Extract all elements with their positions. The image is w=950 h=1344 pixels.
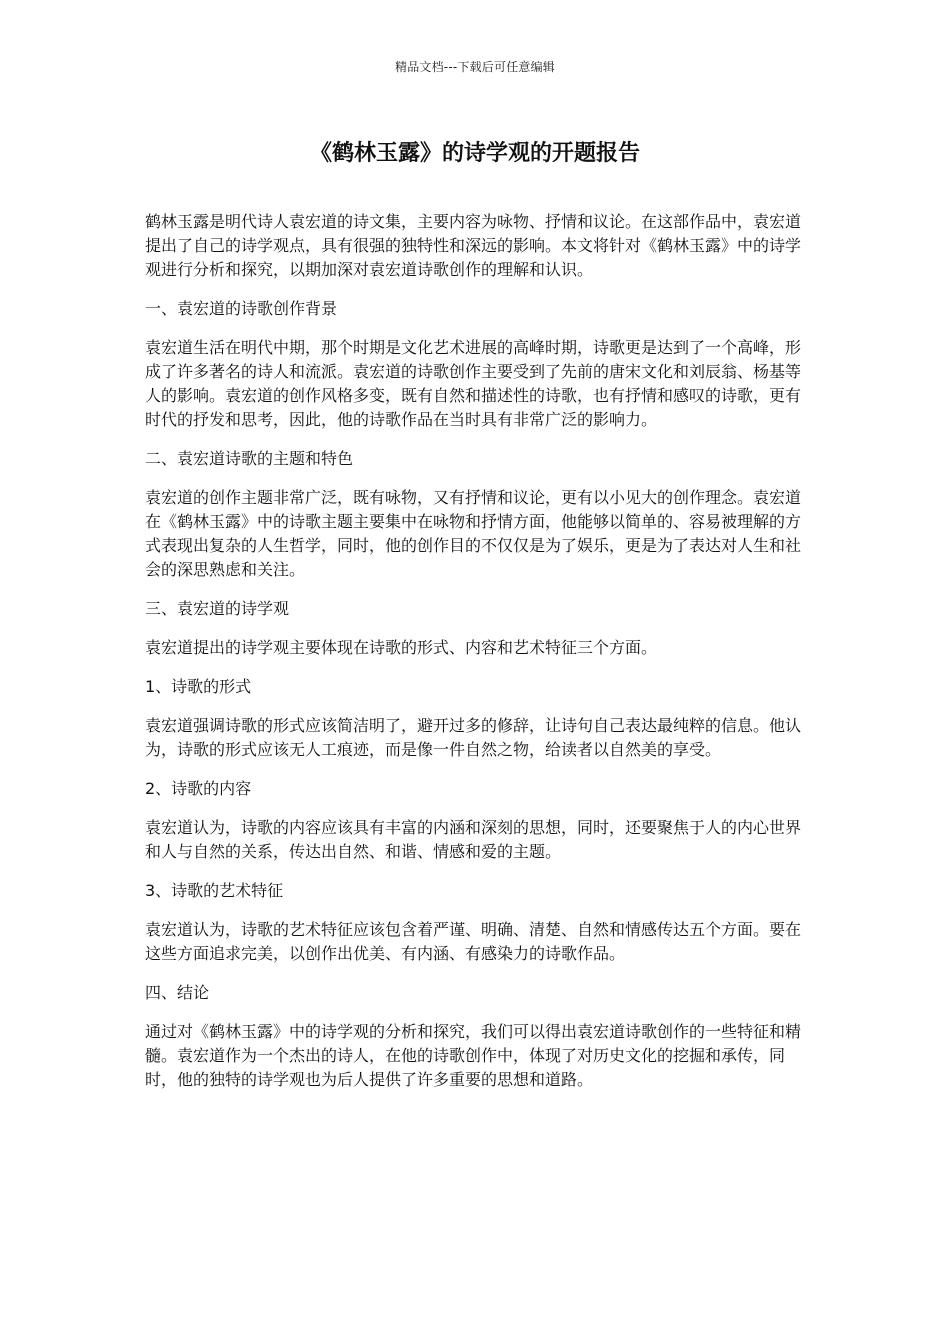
intro-paragraph: 鹤林玉露是明代诗人袁宏道的诗文集，主要内容为咏物、抒情和议论。在这部作品中，袁宏道提出了自己的诗学观点，具有很强的独特性和深远的影响。本文将针对《鹤林玉露》中的诗学观进行分析和探究，以期加深对袁宏道诗歌创作的理解和认识。	[145, 212, 802, 279]
themes-paragraph: 袁宏道的创作主题非常广泛，既有咏物，又有抒情和议论，更有以小见大的创作理念。袁宏道在《鹤林玉露》中的诗歌主题主要集中在咏物和抒情方面，他能够以简单的、容易被理解的方式表现出复杂的人生哲学，同时，他的创作目的不仅仅是为了娱乐，更是为了表达对人生和社会的深思熟虑和关注。	[145, 488, 802, 579]
page-header: 精品文档---下载后可任意编辑	[395, 60, 555, 74]
conclusion-paragraph: 通过对《鹤林玉露》中的诗学观的分析和探究，我们可以得出袁宏道诗歌创作的一些特征和精髓。袁宏道作为一个杰出的诗人，在他的诗歌创作中，体现了对历史文化的挖掘和承传，同时，他的独特的诗学观也为后人提供了许多重要的思想和道路。	[145, 1022, 802, 1089]
art-paragraph: 袁宏道认为，诗歌的艺术特征应该包含着严谨、明确、清楚、自然和情感传达五个方面。要在这些方面追求完美，以创作出优美、有内涵、有感染力的诗歌作品。	[145, 920, 802, 963]
section-heading-poetics: 三、袁宏道的诗学观	[145, 599, 290, 618]
document-body	[145, 210, 810, 1107]
document-title: 《鹤林玉露》的诗学观的开题报告	[309, 141, 640, 166]
subsection-heading-form: 1、诗歌的形式	[145, 677, 252, 696]
form-paragraph: 袁宏道强调诗歌的形式应该简洁明了，避开过多的修辞，让诗句自己表达最纯粹的信息。他认为，诗歌的形式应该无人工痕迹，而是像一件自然之物，给读者以自然美的享受。	[145, 716, 802, 759]
section-heading-background: 一、袁宏道的诗歌创作背景	[145, 299, 338, 318]
section-heading-themes: 二、袁宏道诗歌的主题和特色	[145, 449, 354, 468]
section-heading-conclusion: 四、结论	[145, 983, 210, 1002]
poetics-intro-paragraph: 袁宏道提出的诗学观主要体现在诗歌的形式、内容和艺术特征三个方面。	[145, 638, 658, 657]
background-paragraph: 袁宏道生活在明代中期，那个时期是文化艺术进展的高峰时期，诗歌更是达到了一个高峰，形成了许多著名的诗人和流派。袁宏道的诗歌创作主要受到了先前的唐宋文化和刘辰翁、杨基等人的影响。袁宏道的创作风格多变，既有自然和描述性的诗歌，也有抒情和感叹的诗歌，更有时代的抒发和思考，因此，他的诗歌作品在当时具有非常广泛的影响力。	[145, 338, 802, 429]
subsection-heading-content: 2、诗歌的内容	[145, 779, 252, 798]
content-paragraph: 袁宏道认为，诗歌的内容应该具有丰富的内涵和深刻的思想，同时，还要聚焦于人的内心世界和人与自然的关系，传达出自然、和谐、情感和爱的主题。	[145, 818, 802, 861]
subsection-heading-art: 3、诗歌的艺术特征	[145, 881, 284, 900]
